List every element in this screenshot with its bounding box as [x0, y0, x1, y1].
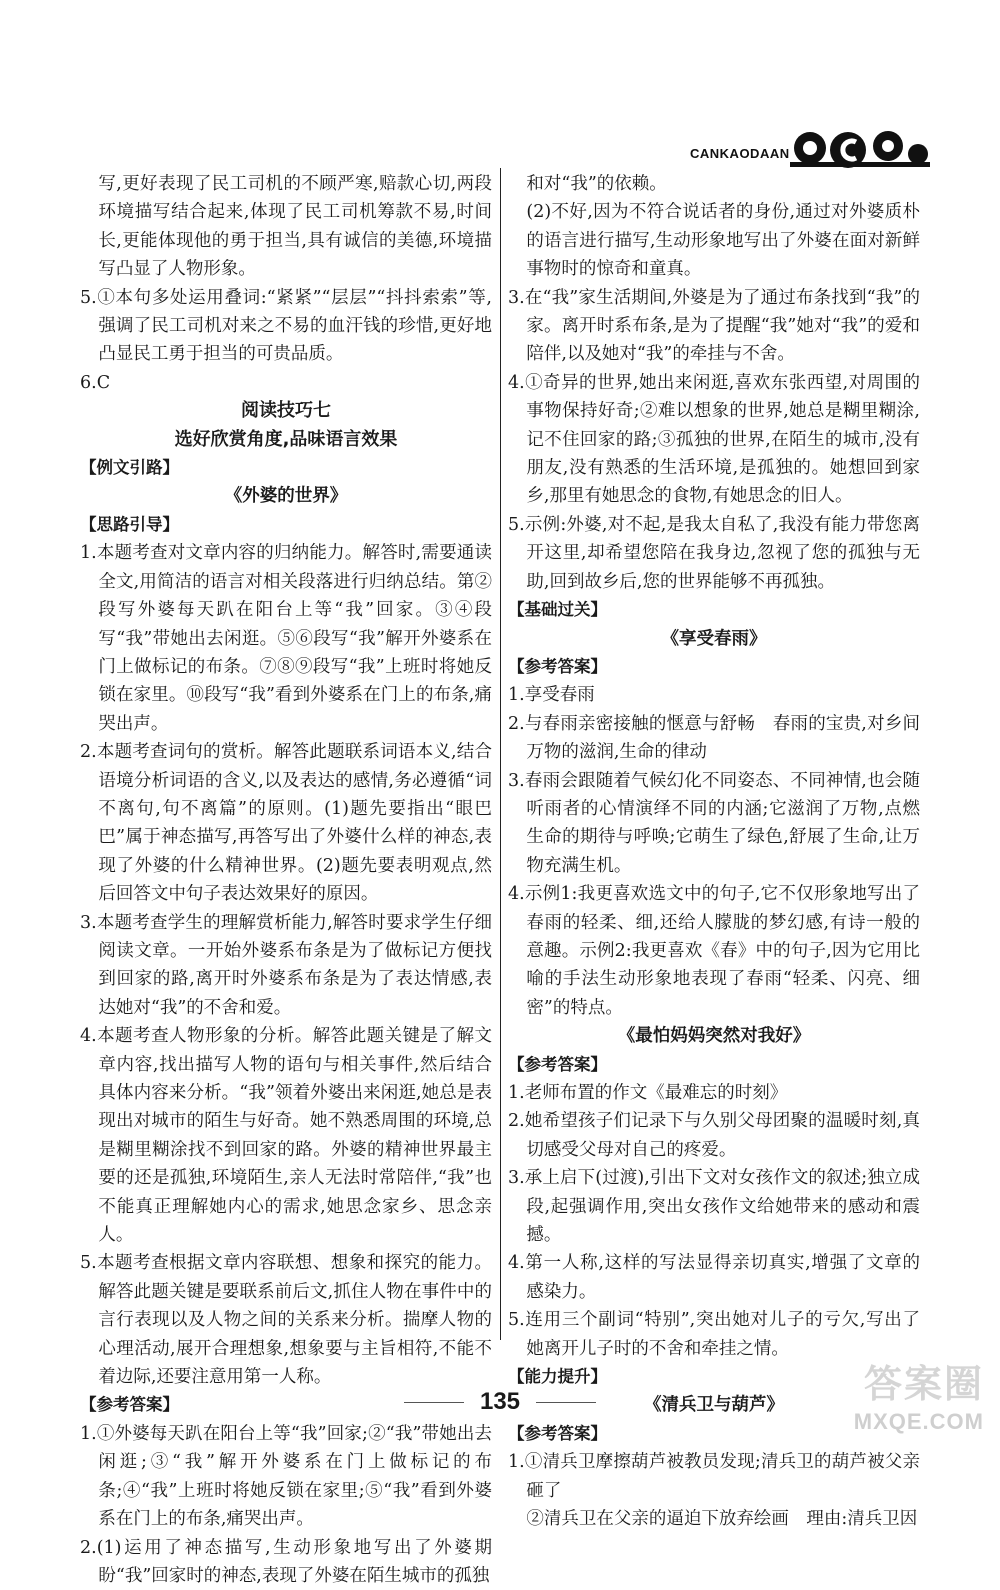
right-paragraph: 1.①清兵卫摩擦葫芦被教员发现;清兵卫的葫芦被父亲砸了	[508, 1448, 920, 1505]
right-paragraph: 3.承上启下(过渡),引出下文对女孩作文的叙述;独立成段,起强调作用,突出女孩作文给她带来的感动和震撼。	[508, 1164, 920, 1249]
left-paragraph: 写,更好表现了民工司机的不顾严寒,赔款心切,两段环境描写结合起来,体现了民工司机筹款不易,时间长,更能体现他的勇于担当,具有诚信的美德,环境描写凸显了人物形象。	[80, 170, 492, 284]
left-paragraph: 4.本题考查人物形象的分析。解答此题关键是了解文章内容,找出描写人物的语句与相关事件,然后结合具体内容来分析。“我”领着外婆出来闲逛,她总是表现出对城市的陌生与好奇。她不熟悉周围的环境,总是糊里糊涂找不到回家的路。外婆的精神世界最主要的还是孤独,环境陌生,亲人无法时常陪伴,“我”也不能真正理解她内心的需求,她思念家乡、思念亲人。	[80, 1022, 492, 1249]
right-paragraph: 2.她希望孩子们记录下与久别父母团聚的温暖时刻,真切感受父母对自己的疼爱。	[508, 1107, 920, 1164]
left-paragraph: 3.本题考查学生的理解赏析能力,解答时要求学生仔细阅读文章。一开始外婆系布条是为了做标记方便找到回家的路,离开时外婆系布条是为了表达情感,表达她对“我”的不舍和爱。	[80, 909, 492, 1023]
right-paragraph: 【参考答案】	[508, 1051, 920, 1079]
watermark-url: MXQE.COM	[854, 1409, 984, 1435]
right-paragraph: 2.与春雨亲密接触的惬意与舒畅 春雨的宝贵,对乡间万物的滋润,生命的律动	[508, 710, 920, 767]
right-paragraph: 4.示例1:我更喜欢选文中的句子,它不仅形象地写出了春雨的轻柔、细,还给人朦胧的梦幻感,有诗一般的意趣。示例2:我更喜欢《春》中的句子,因为它用比喻的手法生动形象地表现了春雨“轻柔、闪亮、细密”的特点。	[508, 880, 920, 1022]
right-paragraph: (2)不好,因为不符合说话者的身份,通过对外婆质朴的语言进行描写,生动形象地写出了外婆在面对新鲜事物时的惊奇和童真。	[508, 198, 920, 283]
left-paragraph: 2.(1)运用了神态描写,生动形象地写出了外婆期盼“我”回家时的神态,表现了外婆在陌生城市的孤独	[80, 1534, 492, 1590]
header-logo	[690, 118, 930, 178]
right-paragraph: 【能力提升】	[508, 1363, 920, 1391]
header-en-label: CANKAODAAN	[690, 146, 790, 161]
left-paragraph: 6.C	[80, 369, 492, 397]
left-paragraph: 【例文引路】	[80, 454, 492, 482]
left-paragraph: 1.本题考查对文章内容的归纳能力。解答时,需要通读全文,用简洁的语言对相关段落进行归纳总结。第②段写外婆每天趴在阳台上等“我”回家。③④段写“我”带她出去闲逛。⑤⑥段写“我”解开外婆系在门上做标记的布条。⑦⑧⑨段写“我”上班时将她反锁在家里。⑩段写“我”看到外婆系在门上的布条,痛哭出声。	[80, 539, 492, 738]
footer-dash-left	[404, 1402, 464, 1403]
right-column	[508, 170, 920, 1534]
right-paragraph: 4.第一人称,这样的写法显得亲切真实,增强了文章的感染力。	[508, 1249, 920, 1306]
right-paragraph: 1.享受春雨	[508, 681, 920, 709]
logo-art-icon	[790, 118, 930, 178]
right-paragraph: ②清兵卫在父亲的逼迫下放弃绘画 理由:清兵卫因	[508, 1505, 920, 1533]
right-paragraph: 《最怕妈妈突然对我好》	[508, 1022, 920, 1050]
left-paragraph: 5.①本句多处运用叠词:“紧紧”“层层”“抖抖索索”等,强调了民工司机对来之不易的血汗钱的珍惜,更好地凸显民工勇于担当的可贵品质。	[80, 284, 492, 369]
left-paragraph: 2.本题考查词句的赏析。解答此题联系词语本义,结合语境分析词语的含义,以及表达的感情,务必遵循“词不离句,句不离篇”的原则。(1)题先要指出“眼巴巴”属于神态描写,再答写出了外婆什么样的神态,表现了外婆的什么精神世界。(2)题先要表明观点,然后回答文中句子表达效果好的原因。	[80, 738, 492, 908]
left-paragraph: 阅读技巧七	[80, 397, 492, 425]
right-paragraph: 1.老师布置的作文《最难忘的时刻》	[508, 1079, 920, 1107]
watermark-mark: 答案圈	[864, 1353, 984, 1408]
right-paragraph: 和对“我”的依赖。	[508, 170, 920, 198]
right-paragraph: 5.示例:外婆,对不起,是我太自私了,我没有能力带您离开这里,却希望您陪在我身边,忽视了您的孤独与无助,回到故乡后,您的世界能够不再孤独。	[508, 511, 920, 596]
footer-dash-right	[536, 1402, 596, 1403]
left-paragraph: 【参考答案】	[80, 1391, 492, 1419]
right-paragraph: 《清兵卫与葫芦》	[508, 1391, 920, 1419]
right-paragraph: 【参考答案】	[508, 653, 920, 681]
left-paragraph: 1.①外婆每天趴在阳台上等“我”回家;②“我”带她出去闲逛;③“我”解开外婆系在门上做标记的布条;④“我”上班时将她反锁在家里;⑤“我”看到外婆系在门上的布条,痛哭出声。	[80, 1420, 492, 1534]
right-paragraph: 【参考答案】	[508, 1420, 920, 1448]
right-paragraph: 【基础过关】	[508, 596, 920, 624]
right-paragraph: 3.在“我”家生活期间,外婆是为了通过布条找到“我”的家。离开时系布条,是为了提醒“我”她对“我”的爱和陪伴,以及她对“我”的牵挂与不舍。	[508, 284, 920, 369]
left-column	[80, 170, 492, 1590]
watermark	[784, 1353, 984, 1435]
left-paragraph: 《外婆的世界》	[80, 482, 492, 510]
left-paragraph: 5.本题考查根据文章内容联想、想象和探究的能力。解答此题关键是要联系前后文,抓住人物在事件中的言行表现以及人物之间的关系来分析。揣摩人物的心理活动,展开合理想象,想象要与主旨相符,不能不着边际,还要注意用第一人称。	[80, 1249, 492, 1391]
right-paragraph: 4.①奇异的世界,她出来闲逛,喜欢东张西望,对周围的事物保持好奇;②难以想象的世界,她总是糊里糊涂,记不住回家的路;③孤独的世界,在陌生的城市,没有朋友,没有熟悉的生活环境,是孤独的。她想回到家乡,那里有她思念的食物,有她思念的旧人。	[508, 369, 920, 511]
right-paragraph: 5.连用三个副词“特别”,突出她对儿子的亏欠,写出了她离开儿子时的不舍和牵挂之情。	[508, 1306, 920, 1363]
left-paragraph: 【思路引导】	[80, 511, 492, 539]
page-number: 135	[480, 1388, 520, 1415]
right-paragraph: 3.春雨会跟随着气候幻化不同姿态、不同神情,也会随听雨者的心情演绎不同的内涵;它滋润了万物,点燃生命的期待与呼唤;它萌生了绿色,舒展了生命,让万物充满生机。	[508, 767, 920, 881]
column-divider	[500, 168, 501, 1340]
right-paragraph: 《享受春雨》	[508, 625, 920, 653]
left-paragraph: 选好欣赏角度,品味语言效果	[80, 426, 492, 454]
